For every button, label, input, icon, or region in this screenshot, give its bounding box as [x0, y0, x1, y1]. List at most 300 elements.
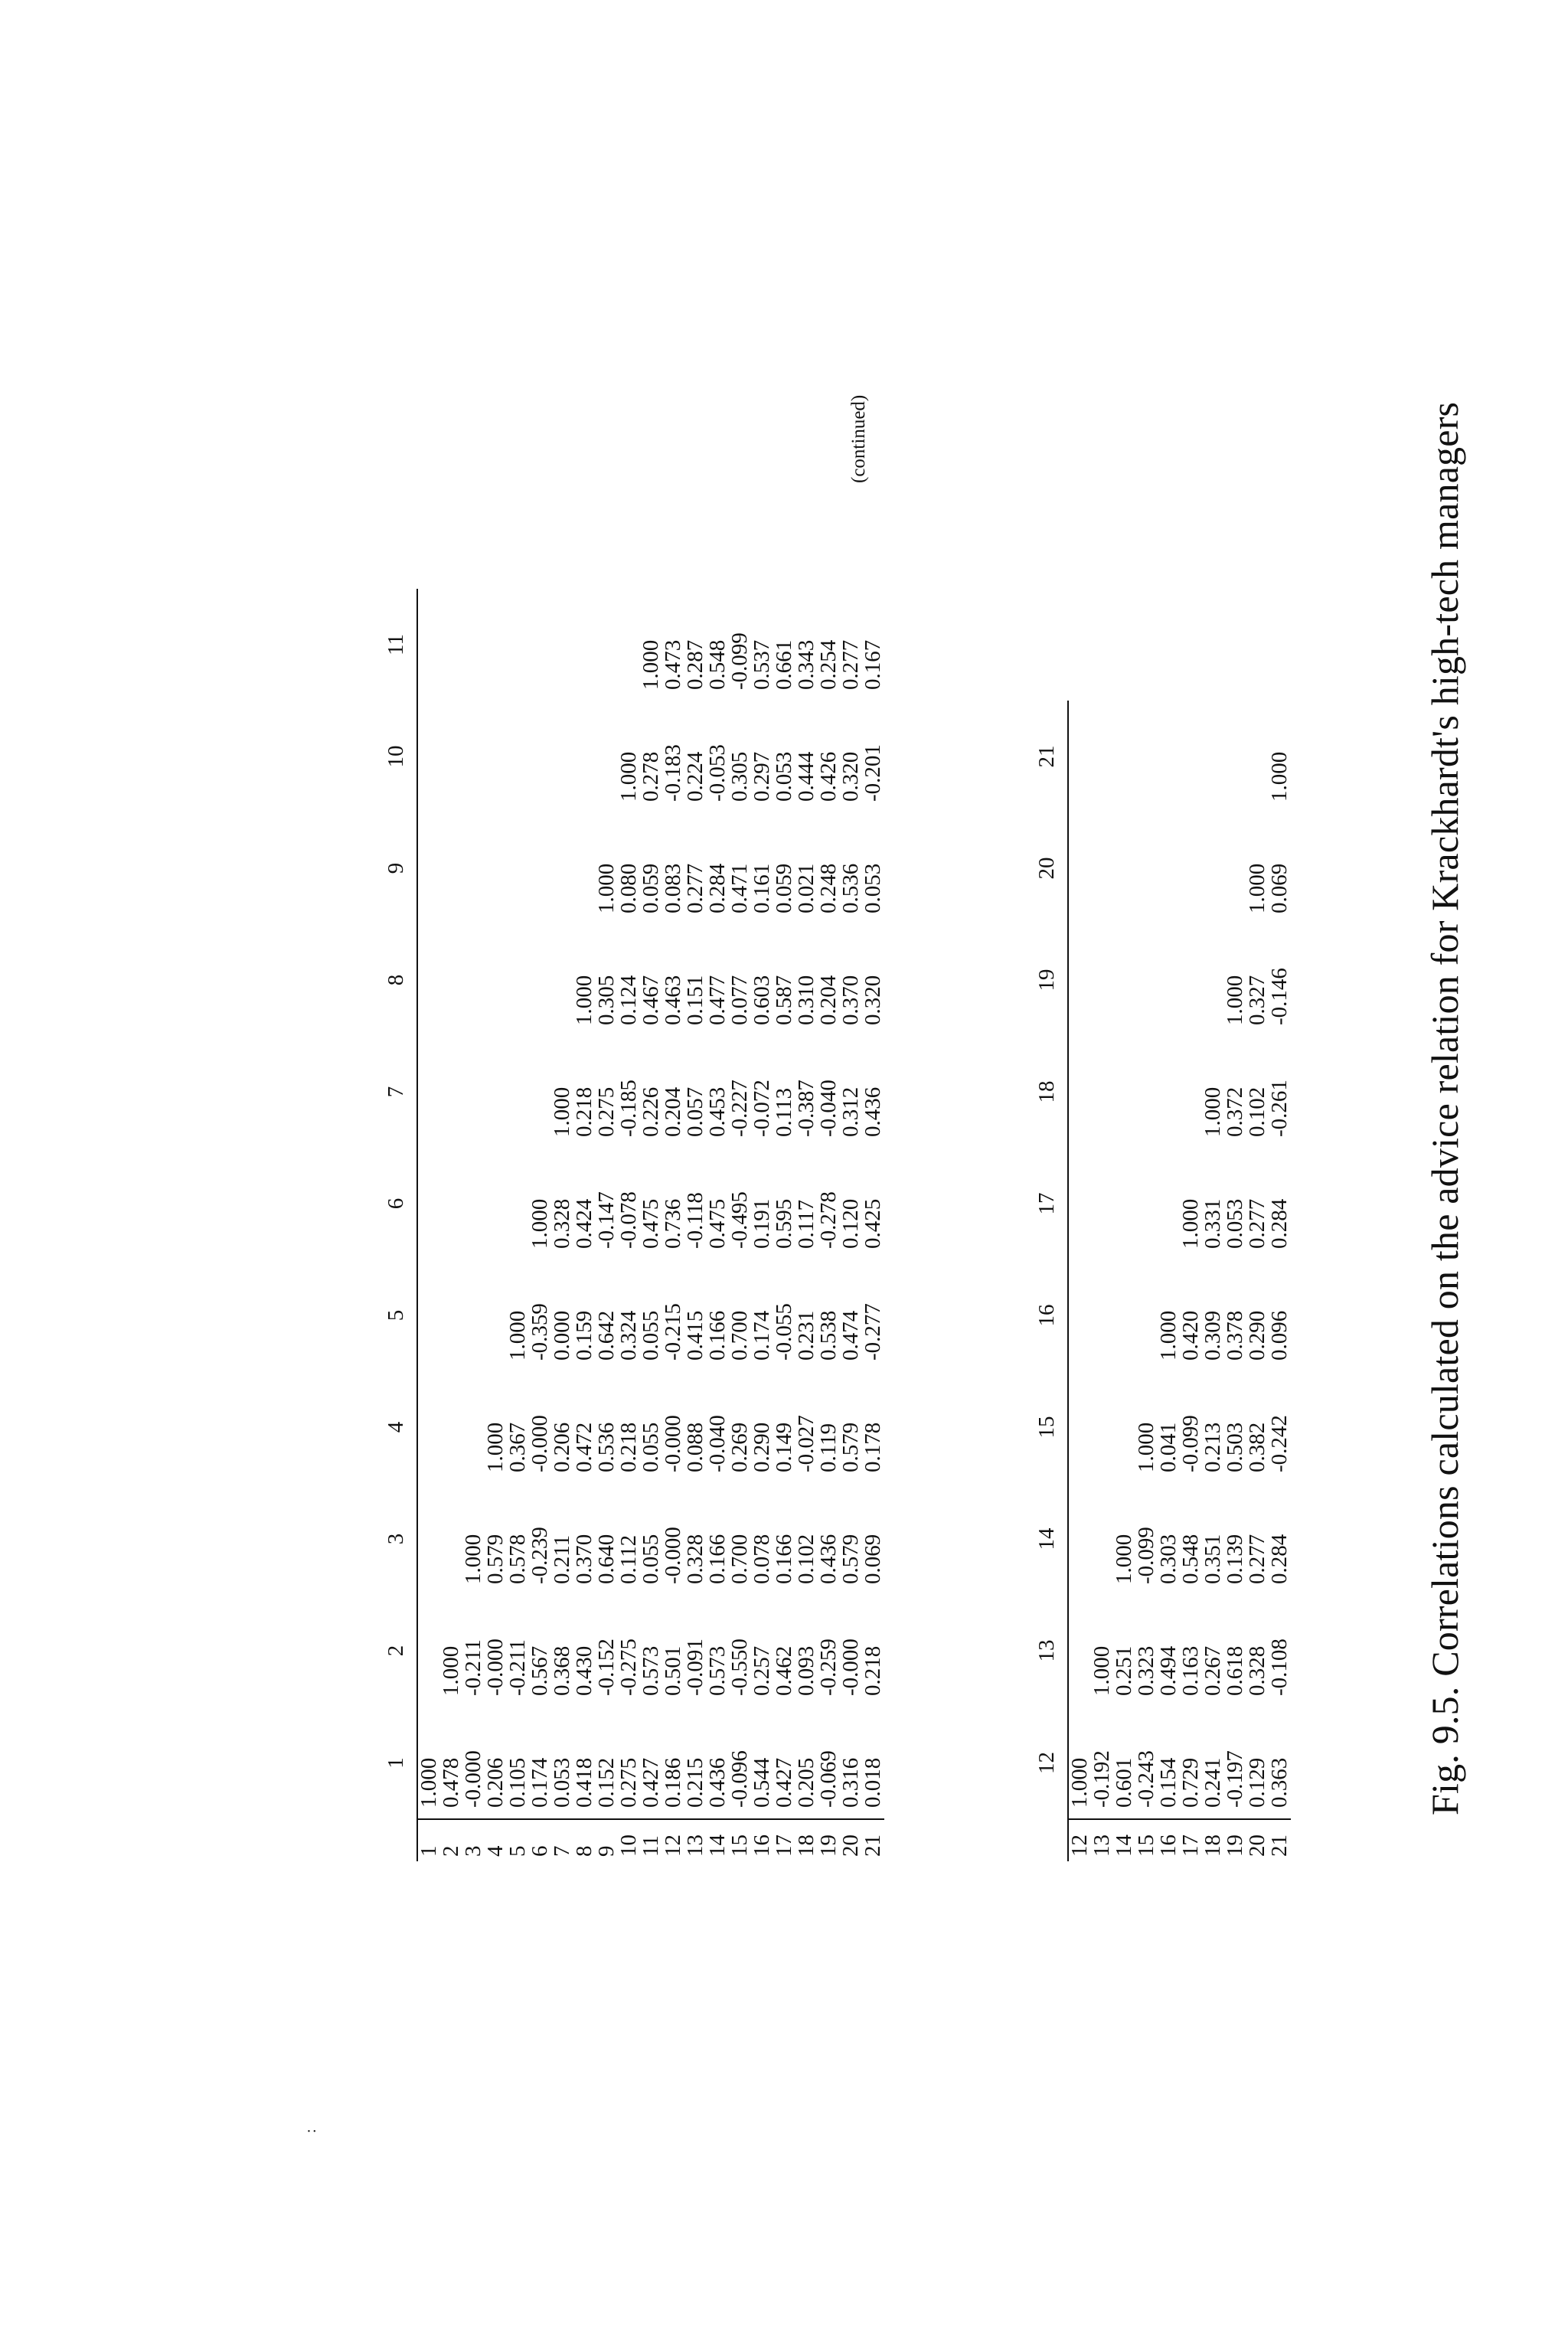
- correlation-cell: 0.290: [750, 1422, 774, 1472]
- correlation-cell: [462, 701, 485, 812]
- table-row: [729, 589, 751, 1861]
- correlation-cell: 1.000: [639, 639, 663, 690]
- correlation-cell: 0.601: [1112, 1757, 1136, 1808]
- correlation-cell: -0.000: [661, 1527, 685, 1584]
- correlation-cell: [1202, 812, 1224, 924]
- correlation-cell: 0.536: [838, 863, 863, 913]
- row-header: 13: [684, 1819, 707, 1861]
- correlation-cell: 1.000: [416, 1757, 441, 1808]
- correlation-cell: -0.261: [1267, 1080, 1292, 1137]
- correlation-cell: -0.242: [1267, 1415, 1292, 1472]
- stray-mark: :: [302, 2129, 319, 2133]
- correlation-cell: [462, 812, 485, 924]
- correlation-cell: 0.573: [639, 1645, 663, 1696]
- correlation-cell: [1135, 1036, 1158, 1148]
- correlation-cell: [1091, 924, 1113, 1036]
- column-header: 15: [1026, 1371, 1068, 1483]
- row-header: 21: [862, 1819, 884, 1861]
- correlation-cell: [462, 1148, 485, 1259]
- correlation-cell: [573, 589, 596, 701]
- table-row: [462, 589, 485, 1861]
- correlation-cell: 0.309: [1200, 1310, 1225, 1361]
- correlation-cell: -0.147: [594, 1191, 619, 1249]
- correlation-cell: 0.057: [683, 1086, 707, 1137]
- correlation-cell: 0.149: [772, 1422, 796, 1472]
- correlation-cell: 1.000: [1267, 751, 1292, 802]
- correlation-cell: 0.215: [683, 1757, 707, 1808]
- correlation-cell: 0.275: [616, 1757, 641, 1808]
- correlation-cell: 0.277: [1245, 1534, 1269, 1584]
- correlation-cell: [551, 812, 573, 924]
- correlation-cell: 0.018: [861, 1757, 885, 1808]
- correlation-cell: [1180, 701, 1202, 812]
- row-header: 13: [1091, 1819, 1113, 1861]
- row-header: 21: [1269, 1819, 1291, 1861]
- correlation-cell: 0.204: [661, 1086, 685, 1137]
- correlation-cell: [440, 1259, 462, 1371]
- correlation-cell: 0.579: [483, 1534, 508, 1584]
- table-row: [1180, 701, 1202, 1861]
- correlation-cell: [485, 1036, 507, 1148]
- table-row: [684, 589, 707, 1861]
- table-row: [707, 589, 729, 1861]
- correlation-cell: 0.640: [594, 1534, 619, 1584]
- correlation-cell: [417, 1371, 440, 1483]
- column-header: 19: [1026, 924, 1068, 1036]
- correlation-cell: 0.736: [661, 1198, 685, 1249]
- correlation-cell: 0.083: [661, 863, 685, 913]
- table-row: [1091, 701, 1113, 1861]
- table-row: [1135, 701, 1158, 1861]
- correlation-cell: [1135, 924, 1158, 1036]
- correlation-cell: -0.243: [1134, 1750, 1158, 1808]
- column-header: 8: [383, 974, 408, 986]
- correlation-cell: [529, 1036, 551, 1148]
- correlation-cell: [440, 924, 462, 1036]
- table-row: [1246, 701, 1269, 1861]
- correlation-cell: [529, 701, 551, 812]
- correlation-cell: 0.370: [572, 1534, 596, 1584]
- correlation-cell: 0.474: [838, 1310, 863, 1361]
- correlation-cell: 0.424: [572, 1198, 596, 1249]
- correlation-cell: [551, 701, 573, 812]
- correlation-cell: [462, 1371, 485, 1483]
- correlation-cell: 0.368: [550, 1645, 574, 1696]
- correlation-cell: 0.436: [816, 1534, 841, 1584]
- correlation-cell: [1113, 812, 1135, 924]
- row-header: 12: [1068, 1819, 1091, 1861]
- correlation-cell: -0.275: [616, 1638, 641, 1696]
- correlation-cell: 0.102: [794, 1534, 818, 1584]
- correlation-cell: [1091, 701, 1113, 812]
- table-row: [485, 589, 507, 1861]
- correlation-cell: 0.163: [1178, 1645, 1203, 1696]
- correlation-cell: -0.027: [794, 1415, 818, 1472]
- correlation-cell: [485, 812, 507, 924]
- table-row: [862, 589, 884, 1861]
- correlation-cell: 0.088: [683, 1422, 707, 1472]
- row-header: 16: [751, 1819, 773, 1861]
- correlation-cell: [529, 812, 551, 924]
- correlation-cell: [417, 1595, 440, 1707]
- row-header: 14: [1113, 1819, 1135, 1861]
- row-header: 1: [417, 1819, 440, 1861]
- correlation-cell: 0.328: [550, 1198, 574, 1249]
- correlation-cell: [462, 1259, 485, 1371]
- correlation-cell: 1.000: [505, 1310, 530, 1361]
- correlation-cell: 0.284: [1267, 1534, 1292, 1584]
- correlation-cell: 0.328: [1245, 1645, 1269, 1696]
- correlation-cell: [440, 1371, 462, 1483]
- correlation-cell: 1.000: [594, 863, 619, 913]
- correlation-cell: 0.463: [661, 975, 685, 1025]
- correlation-cell: -0.183: [661, 744, 685, 802]
- table-row: [662, 589, 684, 1861]
- correlation-cell: 0.120: [838, 1198, 863, 1249]
- correlation-cell: 0.548: [705, 639, 730, 690]
- correlation-cell: 0.323: [1134, 1645, 1158, 1696]
- correlation-cell: [1135, 1259, 1158, 1371]
- table-upper-header: [375, 589, 417, 1861]
- correlation-cell: [440, 812, 462, 924]
- correlation-cell: 0.174: [750, 1310, 774, 1361]
- correlation-cell: 0.166: [705, 1534, 730, 1584]
- row-header: 9: [596, 1819, 618, 1861]
- correlation-cell: -0.146: [1267, 968, 1292, 1025]
- correlation-cell: [1068, 701, 1091, 812]
- correlation-cell: -0.099: [1134, 1527, 1158, 1584]
- correlation-cell: 0.378: [1223, 1310, 1247, 1361]
- correlation-cell: 0.700: [727, 1534, 752, 1584]
- correlation-cell: 0.129: [1245, 1757, 1269, 1808]
- correlation-cell: -0.000: [461, 1750, 485, 1808]
- correlation-cell: 0.303: [1156, 1534, 1181, 1584]
- correlation-cell: 0.642: [594, 1310, 619, 1361]
- correlation-cell: [1068, 1371, 1091, 1483]
- correlation-cell: 0.537: [750, 639, 774, 690]
- correlation-cell: 0.587: [772, 975, 796, 1025]
- column-header-row: [375, 589, 417, 1861]
- correlation-cell: -0.211: [505, 1639, 530, 1696]
- correlation-cell: [507, 812, 529, 924]
- column-header: 12: [1026, 1707, 1068, 1819]
- correlation-cell: [1158, 1036, 1180, 1148]
- row-header: 18: [795, 1819, 818, 1861]
- correlation-cell: 0.218: [861, 1645, 885, 1696]
- correlation-cell: 0.269: [727, 1422, 752, 1472]
- correlation-cell: 0.430: [572, 1645, 596, 1696]
- correlation-cell: 1.000: [1067, 1757, 1092, 1808]
- correlation-cell: [440, 1483, 462, 1595]
- table-row: [1269, 701, 1291, 1861]
- correlation-cell: 0.382: [1245, 1422, 1269, 1472]
- table-row: [1224, 701, 1246, 1861]
- correlation-cell: -0.192: [1089, 1750, 1114, 1808]
- correlation-cell: 0.167: [861, 639, 885, 690]
- correlation-cell: 0.174: [528, 1757, 552, 1808]
- row-header: 18: [1202, 1819, 1224, 1861]
- correlation-cell: [1068, 1148, 1091, 1259]
- correlation-cell: 0.069: [861, 1534, 885, 1584]
- correlation-cell: 0.729: [1178, 1757, 1203, 1808]
- correlation-cell: [440, 589, 462, 701]
- correlation-cell: -0.069: [816, 1750, 841, 1808]
- correlation-cell: 0.618: [1223, 1645, 1247, 1696]
- correlation-table-upper: [375, 589, 884, 1861]
- correlation-cell: 0.021: [794, 863, 818, 913]
- correlation-cell: [417, 589, 440, 701]
- correlation-cell: -0.359: [528, 1303, 552, 1361]
- correlation-cell: 1.000: [616, 751, 641, 802]
- correlation-cell: 0.113: [772, 1087, 796, 1137]
- correlation-cell: [618, 589, 640, 701]
- correlation-cell: [485, 924, 507, 1036]
- correlation-cell: 0.105: [505, 1757, 530, 1808]
- correlation-cell: 1.000: [1223, 975, 1247, 1025]
- row-header: 16: [1158, 1819, 1180, 1861]
- column-header: 3: [383, 1533, 408, 1545]
- correlation-cell: -0.055: [772, 1303, 796, 1361]
- correlation-cell: 0.544: [750, 1757, 774, 1808]
- row-header: 17: [1180, 1819, 1202, 1861]
- correlation-cell: 1.000: [1178, 1198, 1203, 1249]
- correlation-cell: 0.277: [683, 863, 707, 913]
- row-header: 3: [462, 1819, 485, 1861]
- table-row: [818, 589, 840, 1861]
- correlation-cell: -0.099: [1178, 1415, 1203, 1472]
- correlation-cell: [1180, 924, 1202, 1036]
- correlation-cell: [417, 701, 440, 812]
- correlation-cell: 0.420: [1178, 1310, 1203, 1361]
- correlation-cell: -0.096: [727, 1750, 752, 1808]
- correlation-cell: [1158, 924, 1180, 1036]
- continued-note: (continued): [848, 394, 869, 483]
- correlation-cell: 0.427: [772, 1757, 796, 1808]
- correlation-cell: 0.206: [483, 1757, 508, 1808]
- correlation-cell: [1158, 701, 1180, 812]
- correlation-cell: [1091, 812, 1113, 924]
- correlation-cell: 0.055: [639, 1534, 663, 1584]
- correlation-cell: [1113, 1371, 1135, 1483]
- correlation-cell: [485, 1259, 507, 1371]
- correlation-cell: -0.277: [861, 1303, 885, 1361]
- correlation-cell: 0.055: [639, 1422, 663, 1472]
- correlation-cell: [507, 1148, 529, 1259]
- row-header: 2: [440, 1819, 462, 1861]
- correlation-cell: 0.078: [750, 1534, 774, 1584]
- row-header: 6: [529, 1819, 551, 1861]
- column-header: 7: [383, 1086, 408, 1098]
- correlation-cell: [417, 1148, 440, 1259]
- correlation-cell: 1.000: [1156, 1310, 1181, 1361]
- table-row: [529, 589, 551, 1861]
- correlation-cell: 0.297: [750, 751, 774, 802]
- correlation-cell: 0.426: [816, 751, 841, 802]
- correlation-cell: 0.284: [1267, 1198, 1292, 1249]
- correlation-cell: [1113, 1259, 1135, 1371]
- correlation-cell: 0.139: [1223, 1534, 1247, 1584]
- table-lower-header: [1026, 701, 1068, 1861]
- table-row: [440, 589, 462, 1861]
- correlation-cell: 1.000: [483, 1422, 508, 1472]
- row-header: 19: [1224, 1819, 1246, 1861]
- table-row: [551, 589, 573, 1861]
- column-header: 4: [383, 1421, 408, 1433]
- correlation-cell: 0.501: [661, 1645, 685, 1696]
- correlation-cell: 1.000: [1089, 1645, 1114, 1696]
- table-row: [507, 589, 529, 1861]
- correlation-cell: 0.372: [1223, 1086, 1247, 1137]
- correlation-cell: 0.363: [1267, 1757, 1292, 1808]
- correlation-cell: 0.290: [1245, 1310, 1269, 1361]
- correlation-cell: 0.324: [616, 1310, 641, 1361]
- correlation-cell: 0.267: [1200, 1645, 1225, 1696]
- row-header: 15: [1135, 1819, 1158, 1861]
- correlation-cell: 0.284: [705, 863, 730, 913]
- column-header: 18: [1026, 1036, 1068, 1148]
- correlation-cell: [596, 701, 618, 812]
- correlation-cell: 0.462: [772, 1645, 796, 1696]
- correlation-cell: 0.059: [639, 863, 663, 913]
- correlation-cell: 0.305: [727, 751, 752, 802]
- table-row: [1113, 701, 1135, 1861]
- correlation-cell: [1068, 1483, 1091, 1595]
- correlation-cell: 0.453: [705, 1086, 730, 1137]
- correlation-cell: 0.166: [705, 1310, 730, 1361]
- correlation-cell: 0.427: [639, 1757, 663, 1808]
- correlation-cell: [551, 589, 573, 701]
- correlation-cell: [1246, 701, 1269, 812]
- correlation-cell: [1091, 1483, 1113, 1595]
- column-header: 6: [383, 1197, 408, 1210]
- correlation-cell: 0.661: [772, 639, 796, 690]
- correlation-cell: 1.000: [1112, 1534, 1136, 1584]
- correlation-cell: 0.603: [750, 975, 774, 1025]
- correlation-cell: 0.059: [772, 863, 796, 913]
- correlation-cell: 0.573: [705, 1645, 730, 1696]
- column-header: 16: [1026, 1259, 1068, 1371]
- column-header: 20: [1026, 812, 1068, 924]
- correlation-cell: 0.287: [683, 639, 707, 690]
- correlation-cell: 0.117: [794, 1199, 818, 1249]
- correlation-cell: 0.415: [683, 1310, 707, 1361]
- correlation-cell: 0.257: [750, 1645, 774, 1696]
- row-header: 5: [507, 1819, 529, 1861]
- correlation-cell: 0.578: [505, 1534, 530, 1584]
- correlation-cell: 1.000: [1134, 1422, 1158, 1472]
- correlation-cell: 0.579: [838, 1534, 863, 1584]
- correlation-cell: 0.161: [750, 863, 774, 913]
- correlation-cell: 0.320: [838, 751, 863, 802]
- correlation-cell: [1068, 1036, 1091, 1148]
- correlation-cell: 0.251: [1112, 1645, 1136, 1696]
- table-row: [1068, 701, 1091, 1861]
- correlation-cell: 0.370: [838, 975, 863, 1025]
- correlation-cell: [417, 924, 440, 1036]
- correlation-cell: [529, 924, 551, 1036]
- correlation-cell: [440, 1036, 462, 1148]
- row-header: 10: [618, 1819, 640, 1861]
- correlation-cell: [596, 589, 618, 701]
- correlation-cell: [1068, 924, 1091, 1036]
- correlation-cell: 0.154: [1156, 1757, 1181, 1808]
- correlation-cell: -0.091: [683, 1638, 707, 1696]
- correlation-cell: [1068, 1259, 1091, 1371]
- correlation-cell: 0.548: [1178, 1534, 1203, 1584]
- correlation-cell: 0.538: [816, 1310, 841, 1361]
- correlation-cell: -0.000: [661, 1415, 685, 1472]
- correlation-table-lower: [1026, 701, 1291, 1861]
- correlation-cell: 0.436: [705, 1757, 730, 1808]
- correlation-cell: 0.218: [572, 1086, 596, 1137]
- correlation-cell: 0.231: [794, 1310, 818, 1361]
- correlation-cell: [1113, 1148, 1135, 1259]
- correlation-cell: [1224, 812, 1246, 924]
- correlation-cell: 0.331: [1200, 1198, 1225, 1249]
- row-header: 19: [818, 1819, 840, 1861]
- correlation-cell: 0.112: [616, 1534, 641, 1584]
- correlation-cell: -0.152: [594, 1638, 619, 1696]
- column-header: 13: [1026, 1595, 1068, 1707]
- row-header: 20: [1246, 1819, 1269, 1861]
- correlation-cell: 0.119: [816, 1423, 841, 1472]
- column-header-row: [1026, 701, 1068, 1861]
- correlation-cell: 0.316: [838, 1757, 863, 1808]
- correlation-cell: 0.191: [750, 1198, 774, 1249]
- correlation-cell: [507, 589, 529, 701]
- correlation-cell: [417, 1483, 440, 1595]
- correlation-cell: 0.241: [1200, 1757, 1225, 1808]
- correlation-cell: [417, 812, 440, 924]
- correlation-cell: 0.204: [816, 975, 841, 1025]
- correlation-cell: [573, 812, 596, 924]
- row-header: 15: [729, 1819, 751, 1861]
- correlation-cell: 0.320: [861, 975, 885, 1025]
- correlation-cell: [1202, 701, 1224, 812]
- column-header: 21: [1026, 701, 1068, 812]
- correlation-cell: -0.000: [528, 1415, 552, 1472]
- correlation-cell: 0.080: [616, 863, 641, 913]
- correlation-cell: 0.327: [1245, 975, 1269, 1025]
- row-header: 8: [573, 1819, 596, 1861]
- correlation-cell: 0.473: [661, 639, 685, 690]
- correlation-cell: 0.310: [794, 975, 818, 1025]
- correlation-cell: 0.503: [1223, 1422, 1247, 1472]
- correlation-cell: [507, 701, 529, 812]
- correlation-cell: 0.053: [550, 1757, 574, 1808]
- table-row: [1202, 701, 1224, 1861]
- correlation-cell: [1202, 924, 1224, 1036]
- column-header: 2: [383, 1645, 408, 1657]
- column-header: 5: [383, 1309, 408, 1322]
- correlation-cell: 0.053: [1223, 1198, 1247, 1249]
- correlation-cell: -0.185: [616, 1080, 641, 1137]
- correlation-cell: [1180, 1036, 1202, 1148]
- correlation-cell: [507, 1036, 529, 1148]
- correlation-cell: 0.425: [861, 1198, 885, 1249]
- correlation-cell: -0.197: [1223, 1750, 1247, 1808]
- correlation-cell: 0.224: [683, 751, 707, 802]
- correlation-cell: 0.312: [838, 1086, 863, 1137]
- correlation-cell: 0.069: [1267, 863, 1292, 913]
- correlation-cell: [573, 701, 596, 812]
- correlation-cell: 0.477: [705, 975, 730, 1025]
- correlation-cell: -0.550: [727, 1638, 752, 1696]
- correlation-cell: 0.418: [572, 1757, 596, 1808]
- correlation-cell: [417, 1259, 440, 1371]
- correlation-cell: 0.579: [838, 1422, 863, 1472]
- correlation-cell: 0.444: [794, 751, 818, 802]
